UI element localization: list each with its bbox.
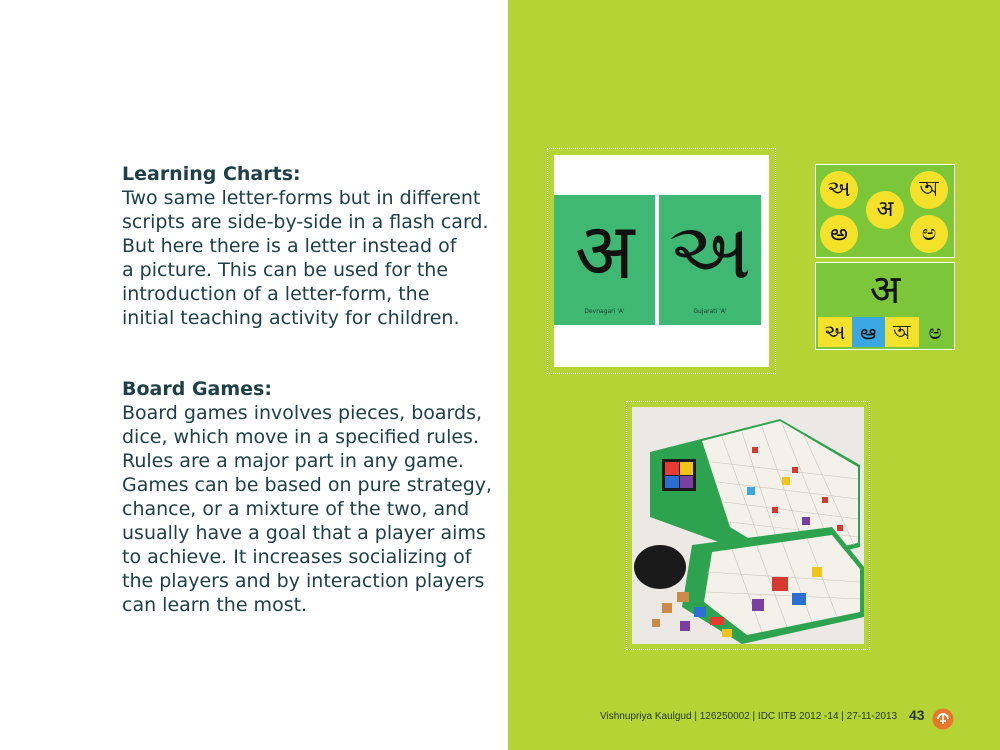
tile-cell: ಅ bbox=[919, 317, 953, 347]
page-number: 43 bbox=[909, 707, 925, 723]
tile-circle: अ bbox=[866, 191, 904, 229]
flash-card-image bbox=[554, 155, 769, 367]
learning-charts-heading: Learning Charts: bbox=[122, 163, 301, 185]
text-line: to achieve. It increases socializing of bbox=[122, 546, 472, 568]
text-line: a picture. This can be used for the bbox=[122, 259, 449, 281]
text-line: scripts are side-by-side in a flash card. bbox=[122, 211, 489, 233]
learning-charts-paragraph bbox=[122, 186, 502, 330]
letter-tile-row bbox=[815, 262, 955, 350]
logo-icon bbox=[932, 708, 954, 730]
text-line: usually have a goal that a player aims bbox=[122, 522, 486, 544]
footer-credits: Vishnupriya Kaulgud | 126250002 | IDC IITB 2012 -14 | 27-11-2013 bbox=[600, 711, 898, 722]
tile-big-letter: अ bbox=[869, 267, 901, 313]
text-line: But here there is a letter instead of bbox=[122, 235, 457, 257]
text-line: initial teaching activity for children. bbox=[122, 307, 460, 329]
gujarati-letter: અ bbox=[668, 207, 752, 297]
text-line: Games can be based on pure strategy, bbox=[122, 474, 493, 496]
gujarati-caption: Gujarati 'A' bbox=[693, 308, 727, 315]
gujarati-card bbox=[659, 195, 761, 325]
board-game-photo bbox=[632, 407, 864, 644]
text-line: chance, or a mixture of the two, and bbox=[122, 498, 470, 520]
text-line: can learn the most. bbox=[122, 594, 308, 616]
text-line: introduction of a letter-form, the bbox=[122, 283, 430, 305]
board-games-heading: Board Games: bbox=[122, 378, 272, 400]
text-line: dice, which move in a specified rules. bbox=[122, 426, 479, 448]
letter-tile-circles bbox=[815, 164, 955, 258]
devnagari-letter: अ bbox=[574, 207, 635, 297]
tile-circle: અ bbox=[820, 171, 858, 209]
devnagari-caption: Devnagari 'A' bbox=[584, 308, 625, 315]
tile-circle: অ bbox=[910, 171, 948, 209]
learning-charts-section bbox=[122, 162, 502, 330]
text-line: Rules are a major part in any game. bbox=[122, 450, 464, 472]
text-line: Two same letter-forms but in different bbox=[122, 187, 481, 209]
devnagari-card bbox=[554, 195, 655, 325]
tile-letter-row bbox=[818, 317, 952, 347]
board-games-section bbox=[122, 377, 502, 617]
board-games-paragraph bbox=[122, 401, 502, 617]
text-line: Board games involves pieces, boards, bbox=[122, 402, 483, 424]
tile-circle: అ bbox=[820, 215, 858, 253]
board-game-illustration bbox=[632, 407, 864, 644]
tile-cell: ఆ bbox=[852, 317, 886, 347]
tile-circle: ಅ bbox=[910, 215, 948, 253]
tile-cell: অ bbox=[885, 317, 919, 347]
text-line: the players and by interaction players bbox=[122, 570, 485, 592]
tile-cell: અ bbox=[818, 317, 852, 347]
